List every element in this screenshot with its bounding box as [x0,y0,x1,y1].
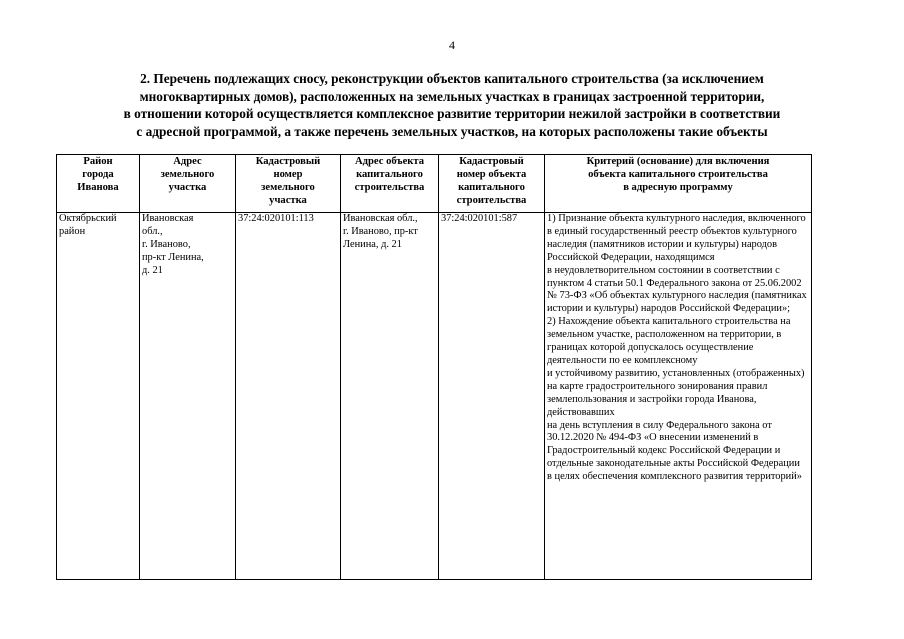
criteria-paragraph: 1) Признание объекта культурного наследия, включенного в единый государственный реестр объектов культурного наследия (памятников истории и культуры) народов Российской Федерации, находящимся [547,213,806,263]
heading-line: в отношении которой осуществляется комплексное развитие территории нежилой застройки в соответствии [123,106,781,122]
section-heading [60,70,844,140]
criteria-paragraph: в целях обеспечения комплексного развития территорий» [547,471,802,483]
table-header-row [57,155,812,213]
cell-object-cadastral: 37:24:020101:587 [439,213,545,580]
criteria-paragraph: в неудовлетворительном состоянии в соответствии с пунктом 4 статьи 50.1 Федерального закона от 25.06.2002 № 73-ФЗ «Об объектах культурного наследия (памятниках истории и культуры) народов Российской Федерации»; [547,264,807,315]
criteria-paragraph: и устойчивому развитию, установленных (отображенных) на карте градостроительного зонирования правил землепользования и застройки города Иванова, действовавших [547,367,805,418]
header-object-address: Адрес объекта капитального строительства [341,155,439,213]
heading-line: с адресной программой, а также перечень земельных участков, на которых расположены такие объекты [136,123,768,139]
criteria-paragraph: 2) Нахождение объекта капитального строительства на земельном участке, расположенном на территории, в границах которой допускалось осуществление деятельности по ее комплексному [547,316,791,366]
header-criteria: Критерий (основание) для включения объекта капитального строительства в адресную программу [545,155,812,213]
header-object-cadastral: Кадастровый номер объекта капитального строительства [439,155,545,213]
header-district: Район города Иванова [57,155,140,213]
header-land-address: Адрес земельного участка [140,155,236,213]
cell-land-cadastral: 37:24:020101:113 [236,213,341,580]
heading-line: многоквартирных домов), расположенных на земельных участках в границах застроенной территории, [139,88,765,104]
objects-table [56,154,812,580]
table-row [57,213,812,580]
criteria-paragraph: на день вступления в силу Федерального закона от 30.12.2020 № 494-ФЗ «О внесении изменений в Градостроительный кодекс Российской Федерации и отдельные законодательные акты Российской Федерации [547,419,800,470]
cell-criteria [545,213,812,580]
cell-land-address: Ивановская обл., г. Иваново, пр-кт Ленина, д. 21 [140,213,236,580]
cell-object-address: Ивановская обл., г. Иваново, пр-кт Ленина, д. 21 [341,213,439,580]
page-number: 4 [449,38,455,52]
cell-district: Октябрьский район [57,213,140,580]
heading-line: 2. Перечень подлежащих сносу, реконструкции объектов капитального строительства (за исключением [140,71,764,86]
header-land-cadastral: Кадастровый номер земельного участка [236,155,341,213]
